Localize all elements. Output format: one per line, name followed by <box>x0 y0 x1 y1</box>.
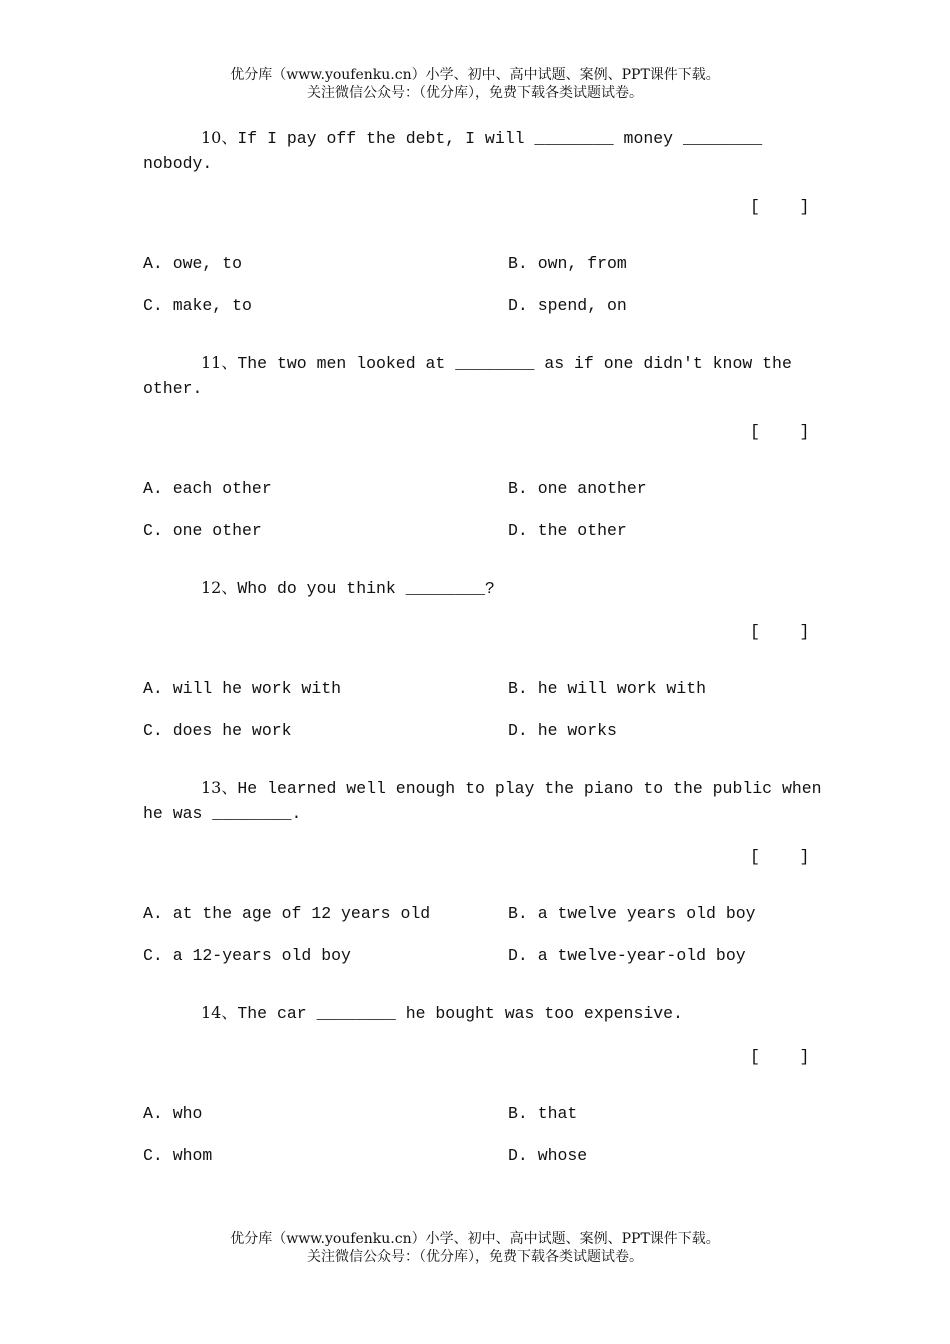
option-b[interactable]: B. one another <box>508 479 647 498</box>
option-b[interactable]: B. he will work with <box>508 679 707 698</box>
question-text-cont: other. <box>143 379 203 398</box>
answer-bracket[interactable]: [ ] <box>750 197 810 216</box>
option-a[interactable]: A. at the age of 12 years old <box>143 904 431 923</box>
header-line-1: 优分库（www.youfenku.cn）小学、初中、高中试题、案例、PPT课件下载。 <box>230 67 720 83</box>
question-11 <box>143 350 813 401</box>
question-text: Who do you think ________? <box>237 579 495 598</box>
answer-bracket[interactable]: [ ] <box>750 622 810 641</box>
option-a[interactable]: A. will he work with <box>143 679 342 698</box>
option-d[interactable]: D. a twelve-year-old boy <box>508 946 746 965</box>
option-b[interactable]: B. own, from <box>508 254 627 273</box>
question-number: 13、 <box>201 778 238 797</box>
question-12 <box>143 575 813 601</box>
question-13 <box>143 775 822 826</box>
footer-line-2: 关注微信公众号：（优分库），免费下载各类试题试卷。 <box>307 1249 643 1265</box>
option-b[interactable]: B. that <box>508 1104 578 1123</box>
question-text: If I pay off the debt, I will ________ money ________ <box>237 129 763 148</box>
option-c[interactable]: C. one other <box>143 521 262 540</box>
page-header <box>0 66 950 102</box>
option-d[interactable]: D. the other <box>508 521 627 540</box>
question-14 <box>143 1000 813 1026</box>
footer-line-1: 优分库（www.youfenku.cn）小学、初中、高中试题、案例、PPT课件下载。 <box>230 1231 720 1247</box>
question-number: 14、 <box>201 1003 238 1022</box>
option-d[interactable]: D. he works <box>508 721 617 740</box>
answer-bracket[interactable]: [ ] <box>750 422 810 441</box>
question-number: 11、 <box>201 353 238 372</box>
option-d[interactable]: D. whose <box>508 1146 588 1165</box>
option-a[interactable]: A. each other <box>143 479 272 498</box>
question-text: He learned well enough to play the piano to the public when <box>237 779 822 798</box>
question-10 <box>143 125 813 176</box>
question-text: The car ________ he bought was too expensive. <box>237 1004 683 1023</box>
option-c[interactable]: C. a 12-years old boy <box>143 946 351 965</box>
question-text-cont: nobody. <box>143 154 213 173</box>
option-d[interactable]: D. spend, on <box>508 296 627 315</box>
answer-bracket[interactable]: [ ] <box>750 1047 810 1066</box>
option-a[interactable]: A. who <box>143 1104 203 1123</box>
answer-bracket[interactable]: [ ] <box>750 847 810 866</box>
question-text: The two men looked at ________ as if one didn't know the <box>237 354 792 373</box>
option-c[interactable]: C. whom <box>143 1146 213 1165</box>
option-c[interactable]: C. make, to <box>143 296 252 315</box>
question-number: 12、 <box>201 578 238 597</box>
page-footer <box>0 1230 950 1266</box>
header-line-2: 关注微信公众号：（优分库），免费下载各类试题试卷。 <box>307 85 643 101</box>
question-number: 10、 <box>201 128 238 147</box>
option-c[interactable]: C. does he work <box>143 721 292 740</box>
option-b[interactable]: B. a twelve years old boy <box>508 904 756 923</box>
option-a[interactable]: A. owe, to <box>143 254 243 273</box>
question-text-cont: he was ________. <box>143 804 302 823</box>
